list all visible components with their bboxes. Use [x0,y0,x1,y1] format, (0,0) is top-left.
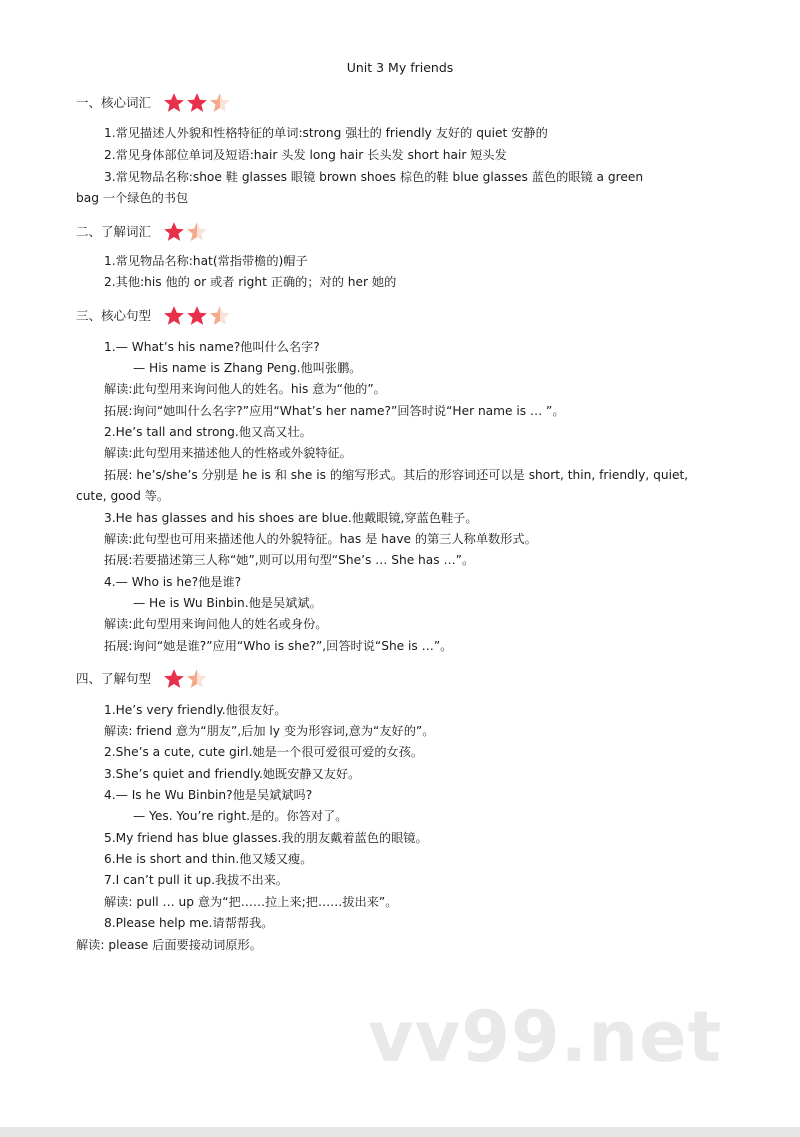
text-line: 解读:此句型用来询问他人的姓名或身份。 [104,617,328,631]
text-line: — He is Wu Binbin.他是吴斌斌。 [133,596,322,610]
text-line: 2.其他:his 他的 or 或者 right 正确的；对的 her 她的 [104,275,397,289]
text-line: — His name is Zhang Peng.他叫张鹏。 [133,361,362,375]
text-line: 解读:此句型用来询问他人的姓名。his 意为“他的”。 [104,382,386,396]
text-line: 7.I can’t pull it up.我拔不出来。 [104,873,289,887]
star-rating [163,91,232,113]
section-label: 四、了解句型 [76,671,152,686]
star-icon [186,92,208,113]
text-line: 1.— What’s his name?他叫什么名字? [104,340,320,354]
star-rating [163,304,232,326]
text-line: 解读: friend 意为“朋友”,后加 ly 变为形容词,意为“友好的”。 [104,724,435,738]
text-line: 2.She’s a cute, cute girl.她是一个很可爱很可爱的女孩。 [104,745,424,759]
star-icon [186,305,208,326]
section-label: 一、核心词汇 [76,95,152,110]
star-rating [163,220,209,242]
section-heading-1 [76,89,232,115]
text-line: 4.— Who is he?他是谁? [104,575,242,589]
text-line: 1.常见描述人外貌和性格特征的单词:strong 强壮的 friendly 友好的 quiet 安静的 [104,126,548,140]
star-rating [163,667,209,689]
text-line: 拓展:询问“她叫什么名字?”应用“What’s her name?”回答时说“Her name is … ”。 [104,404,565,418]
text-line: 2.常见身体部位单词及短语:hair 头发 long hair 长头发 short hair 短头发 [104,148,507,162]
text-line: 拓展: he’s/she’s 分别是 he is 和 she is 的缩写形式。其后的形容词还可以是 short, thin, friendly, quiet, [104,468,689,482]
section-heading-4 [76,665,209,691]
star-icon [163,92,185,113]
section-label: 三、核心句型 [76,308,152,323]
text-line: 3.She’s quiet and friendly.她既安静又友好。 [104,767,361,781]
page-bottom-edge [0,1127,800,1137]
star-icon [163,221,185,242]
text-line: 8.Please help me.请帮帮我。 [104,916,274,930]
section-heading-2 [76,218,209,244]
section-label: 二、了解词汇 [76,224,152,239]
text-line: 6.He is short and thin.他又矮又瘦。 [104,852,313,866]
text-line: 解读:此句型用来描述他人的性格或外貌特征。 [104,446,352,460]
text-line: 1.常见物品名称:hat(常指带檐的)帽子 [104,254,308,268]
half-star-icon [209,305,231,326]
text-line: 拓展:若要描述第三人称“她”,则可以用句型“She’s … She has …”。 [104,553,475,567]
text-line: 3.He has glasses and his shoes are blue.他戴眼镜,穿蓝色鞋子。 [104,511,478,525]
text-line: 2.He’s tall and strong.他又高又壮。 [104,425,312,439]
text-line: cute, good 等。 [76,489,170,503]
text-line: bag 一个绿色的书包 [76,191,189,205]
half-star-icon [186,221,208,242]
star-icon [163,305,185,326]
star-icon [163,668,185,689]
document-title: Unit 3 My friends [346,60,454,75]
section-heading-3 [76,302,232,328]
text-line: 5.My friend has blue glasses.我的朋友戴着蓝色的眼镜。 [104,831,428,845]
text-line: 3.常见物品名称:shoe 鞋 glasses 眼镜 brown shoes 棕色的鞋 blue glasses 蓝色的眼镜 a green [104,170,644,184]
text-line: 4.— Is he Wu Binbin?他是吴斌斌吗? [104,788,313,802]
watermark: vv99.net [368,996,723,1078]
text-line: 解读: please 后面要接动词原形。 [76,938,262,952]
text-line: 解读:此句型也可用来描述他人的外貌特征。has 是 have 的第三人称单数形式。 [104,532,537,546]
text-line: 1.He’s very friendly.他很友好。 [104,703,287,717]
text-line: 解读: pull … up 意为“把……拉上来;把……拔出来”。 [104,895,398,909]
text-line: 拓展:询问“她是谁?”应用“Who is she?”,回答时说“She is …”。 [104,639,453,653]
half-star-icon [186,668,208,689]
text-line: — Yes. You’re right.是的。你答对了。 [133,809,348,823]
half-star-icon [209,92,231,113]
